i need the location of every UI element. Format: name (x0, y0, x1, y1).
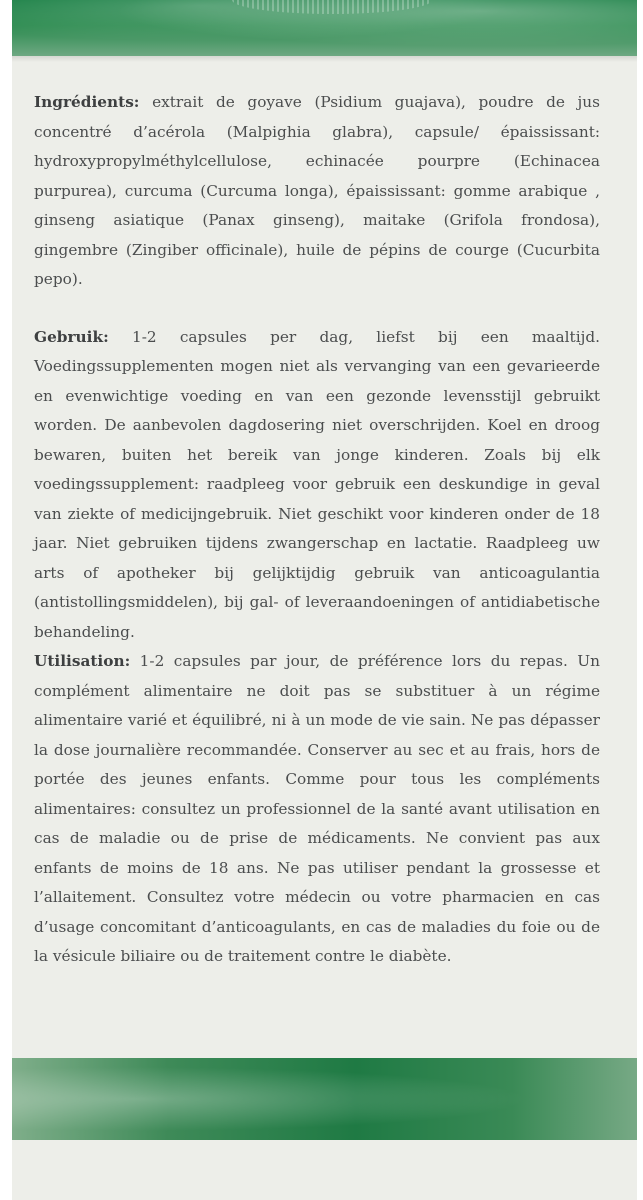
ingredients-label: Ingrédients: (34, 93, 140, 111)
utilisation-section (34, 647, 600, 972)
ingredients-text: extrait de goyave (Psidium guajava), poudre de jus concentré d’acérola (Malpighia glabra), capsule/ épaississant: hydroxypropylméthylcellulose, echinacée pourpre (Echinacea purpurea), curcuma (Curcuma longa), épaississant: gomme arabique , ginseng asiatique (Panax ginseng), maitake (Grifola frondosa), gingembre (Zingiber officinale), huile de pépins de courge (Cucurbita pepo). (34, 93, 600, 288)
top-green-band (12, 0, 637, 56)
utilisation-label: Utilisation: (34, 652, 131, 670)
utilisation-text: 1-2 capsules par jour, de préférence lors du repas. Un complément alimentaire ne doit pas se substituer à un régime alimentaire varié et équilibré, ni à un mode de vie sain. Ne pas dépasser la dose journalière recommandée. Conserver au sec et au frais, hors de portée des jeunes enfants. Comme pour tous les compléments alimentaires: consultez un professionnel de la santé avant utilisation en cas de maladie ou de prise de médicaments. Ne convient pas aux enfants de moins de 18 ans. Ne pas utiliser pendant la grossesse et l’allaitement. Consultez votre médecin ou votre pharmacien en cas d’usage concomitant d’anticoagulants, en cas de maladies du foie ou de la vésicule biliaire ou de traitement contre le diabète. (34, 652, 600, 965)
bottom-green-band (12, 1058, 637, 1140)
top-fold (12, 56, 637, 62)
gebruik-label: Gebruik: (34, 327, 109, 346)
box-edge (637, 0, 643, 1200)
top-ornament (232, 0, 432, 14)
label-text (34, 88, 600, 1000)
gebruik-text: 1-2 capsules per dag, liefst bij een maaltijd. Voedingssupplementen mogen niet als vervanging van een gevarieerde en evenwichtige voeding en van een gezonde levensstijl gebruikt worden. De aanbevolen dagdosering niet overschrijden. Koel en droog bewaren, buiten het bereik van jonge kinderen. Zoals bij elk voedingssupplement: raadpleeg voor gebruik een deskundige in geval van ziekte of medicijngebruik. Niet geschikt voor kinderen onder de 18 jaar. Niet gebruiken tijdens zwangerschap en lactatie. Raadpleeg uw arts of apotheker bij gelijktijdig gebruik van anticoagulantia (antistollingsmiddelen), bij gal- of leveraandoeningen of antidiabetische behandeling. (34, 327, 600, 641)
label-panel (12, 0, 637, 1200)
gebruik-section (34, 323, 600, 648)
ingredients-section (34, 88, 600, 295)
